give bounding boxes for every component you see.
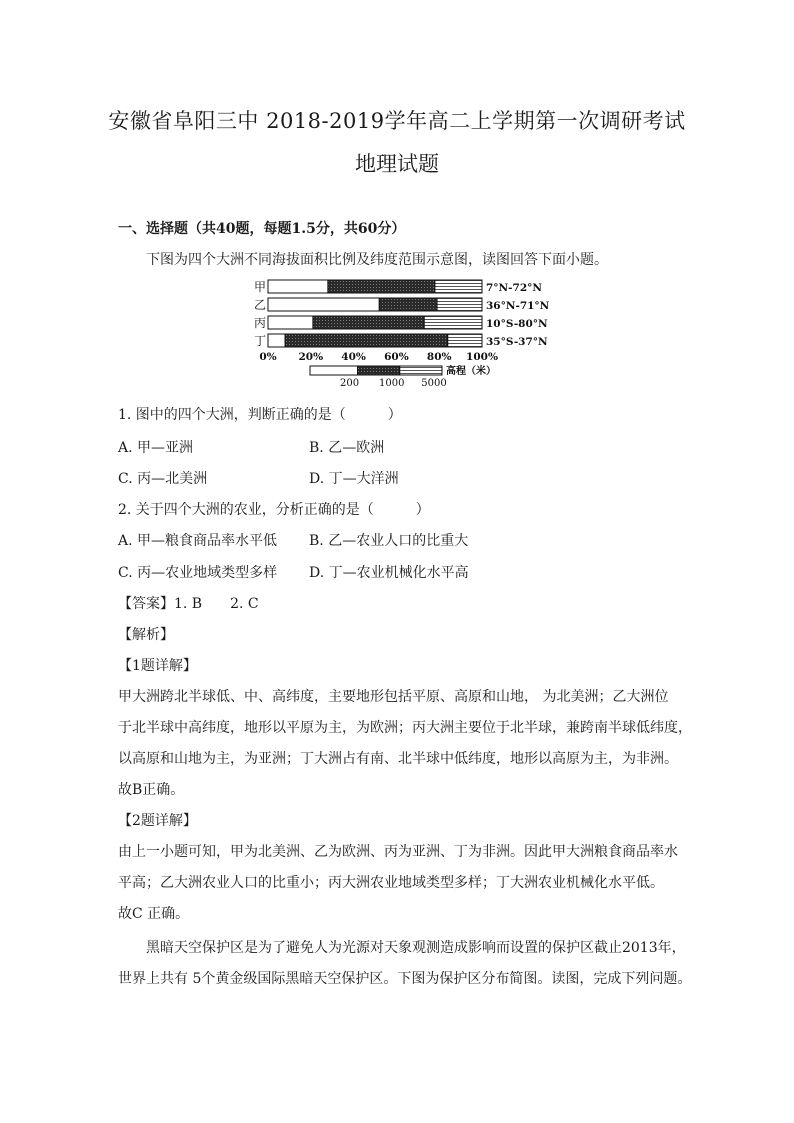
question-2-option-a: A. 甲—粮食商品率水平低: [118, 533, 278, 549]
continent-elevation-chart: [246, 274, 556, 398]
x-tick-label: 0%: [259, 351, 277, 363]
question-1-option-d: D. 丁—大洋洲: [309, 471, 399, 487]
category-label: 甲: [254, 280, 267, 294]
detail-1-line: 于北半球中高纬度，地形以平原为主，为欧洲；丙大洲主要位于北半球，兼跨南半球低纬度，: [118, 720, 692, 736]
bar-segment-low: [268, 298, 379, 311]
bar-segment-high: [448, 334, 482, 347]
legend-swatch: [310, 366, 358, 375]
bar-segment-mid: [313, 316, 424, 329]
question-1-stem: 1. 图中的四个大洲，判断正确的是（ ）: [118, 407, 402, 423]
detail-2-label: 【2题详解】: [118, 813, 197, 829]
bar-segment-low: [268, 280, 328, 293]
question-1-option-c: C. 丙—北美洲: [118, 471, 208, 487]
intro-2-line: 世界上共有 5个黄金级国际黑暗天空保护区。下图为保护区分布简图。读图，完成下列问题。: [118, 971, 692, 987]
bar-segment-high: [437, 298, 482, 311]
bar-segment-low: [268, 334, 285, 347]
legend-tick-label: 1000: [379, 378, 405, 389]
bar-segment-mid: [379, 298, 437, 311]
legend-tick-label: 5000: [421, 378, 447, 389]
bar-segment-mid: [328, 280, 435, 293]
x-tick-label: 60%: [384, 351, 409, 363]
legend-tick-label: 200: [339, 378, 360, 389]
detail-1-line: 故B正确。: [118, 782, 185, 798]
section-heading: 一、选择题（共40题，每题1.5分，共60分）: [118, 221, 406, 237]
bar-segment-low: [268, 316, 313, 329]
bar-segment-high: [435, 280, 482, 293]
latitude-range-label: 10°S-80°N: [486, 318, 548, 330]
question-2-stem: 2. 关于四个大洲的农业，分析正确的是（ ）: [118, 502, 430, 518]
detail-1-line: 以高原和山地为主，为亚洲；丁大洲占有南、北半球中低纬度，地形以高原为主，为非洲。: [118, 751, 678, 767]
legend-swatch: [358, 366, 400, 375]
question-1-option-b: B. 乙—欧洲: [309, 440, 385, 456]
legend-unit-label: 高程（米）: [446, 366, 496, 377]
document-title: 安徽省阜阳三中 2018-2019学年高二上学期第一次调研考试: [108, 109, 686, 133]
bar-segment-mid: [285, 334, 448, 347]
category-label: 丙: [254, 316, 267, 330]
latitude-range-label: 35°S-37°N: [486, 336, 548, 348]
x-tick-label: 80%: [426, 351, 452, 363]
category-label: 丁: [254, 334, 267, 348]
analysis-label: 【解析】: [118, 627, 174, 643]
detail-2-line: 故C 正确。: [118, 906, 190, 922]
intro-2-line: 黑暗天空保护区是为了避免人为光源对天象观测造成影响而设置的保护区截止2013年，: [146, 940, 686, 956]
detail-1-line: 甲大洲跨北半球低、中、高纬度，主要地形包括平原、高原和山地， 为北美洲；乙大洲位: [118, 689, 669, 705]
answer-line: 【答案】1. B 2. C: [118, 596, 259, 612]
question-1-option-a: A. 甲—亚洲: [118, 440, 194, 456]
detail-2-line: 平高；乙大洲农业人口的比重小；丙大洲农业地域类型多样；丁大洲农业机械化水平低。: [118, 875, 664, 891]
detail-2-line: 由上一小题可知，甲为北美洲、乙为欧洲、丙为亚洲、丁为非洲。因此甲大洲粮食商品率水: [118, 844, 678, 860]
latitude-range-label: 7°N-72°N: [486, 282, 542, 294]
latitude-range-label: 36°N-71°N: [486, 300, 550, 312]
detail-1-label: 【1题详解】: [118, 658, 197, 674]
x-tick-label: 100%: [466, 351, 498, 363]
question-2-option-d: D. 丁—农业机械化水平高: [309, 565, 469, 581]
intro-paragraph: 下图为四个大洲不同海拔面积比例及纬度范围示意图，读图回答下面小题。: [146, 252, 608, 268]
document-subtitle: 地理试题: [355, 152, 439, 176]
chart-svg: [246, 274, 556, 398]
category-label: 乙: [254, 298, 267, 312]
x-tick-label: 40%: [341, 351, 366, 363]
legend-swatch: [400, 366, 442, 375]
question-2-option-c: C. 丙—农业地域类型多样: [118, 565, 278, 581]
question-2-option-b: B. 乙—农业人口的比重大: [309, 533, 469, 549]
bar-segment-high: [424, 316, 482, 329]
x-tick-label: 20%: [298, 351, 324, 363]
